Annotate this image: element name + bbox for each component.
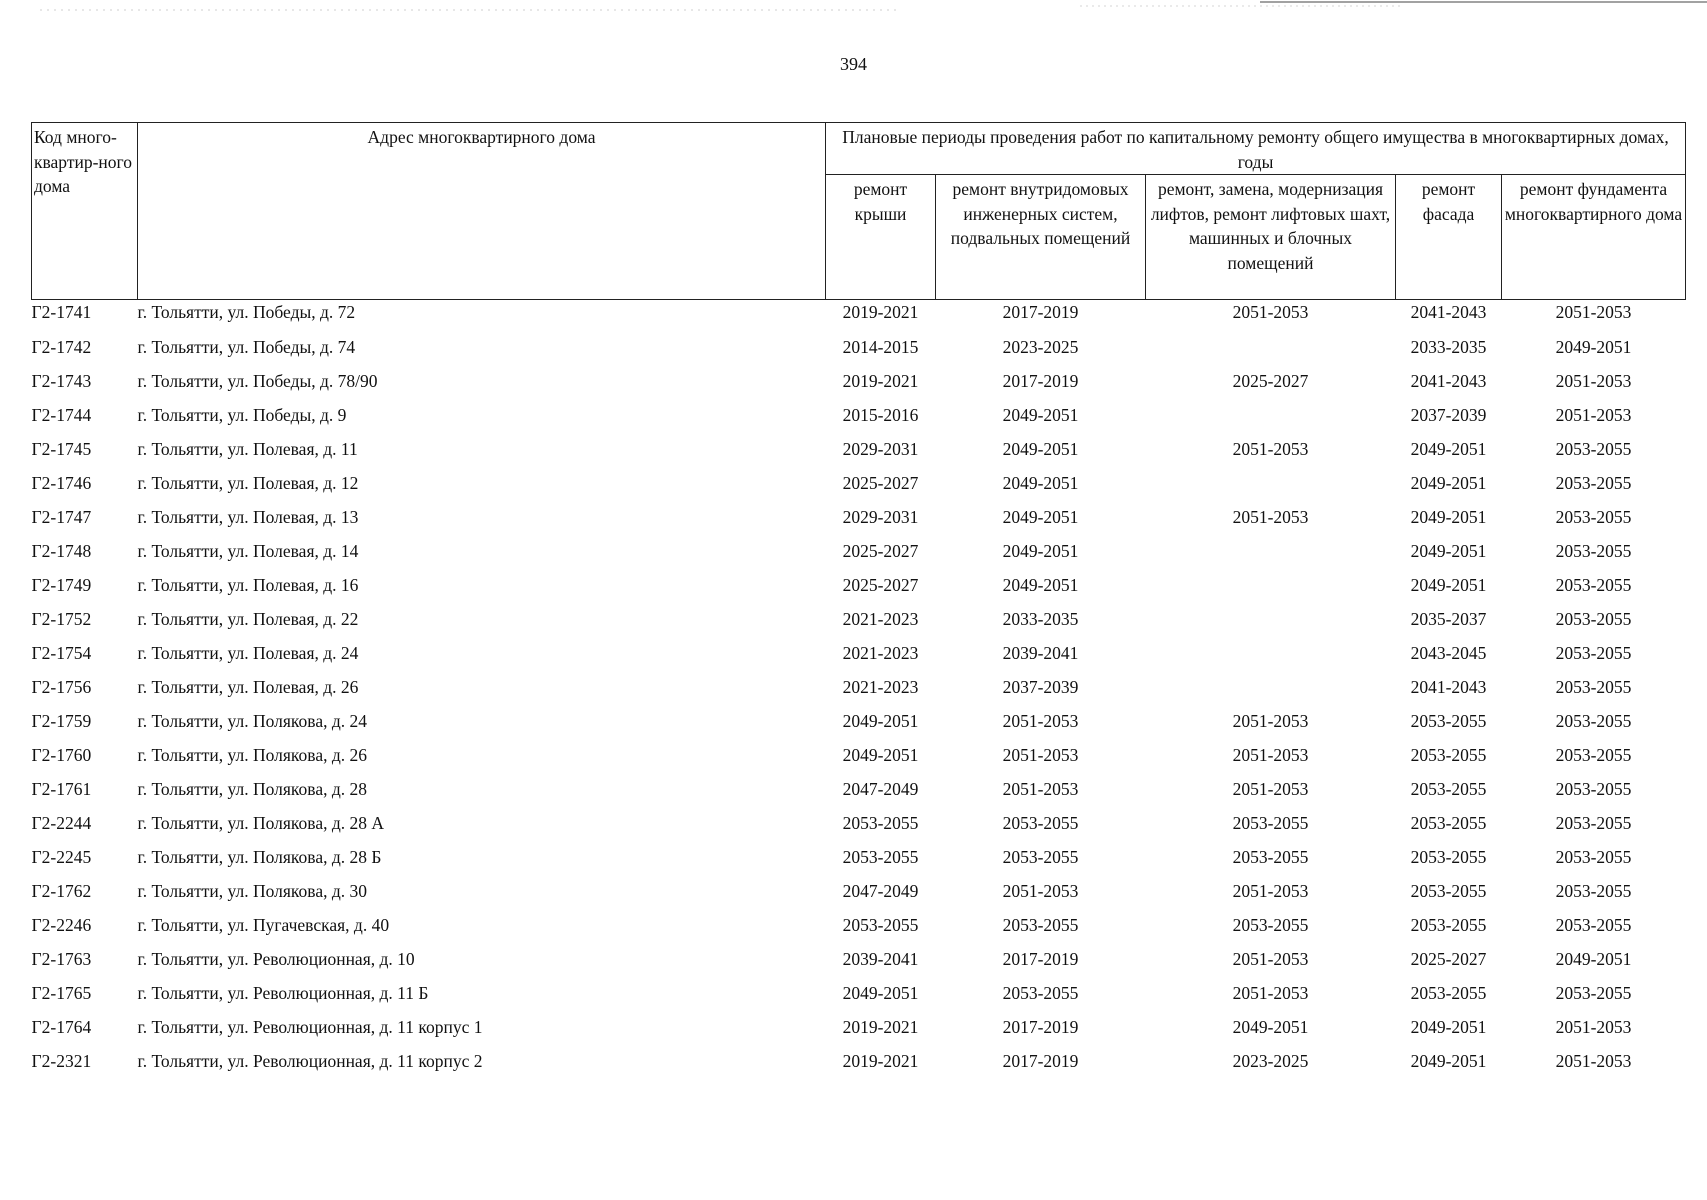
header-code: Код много-квартир-ного дома: [32, 123, 138, 300]
cell-code: Г2-1761: [31, 778, 92, 799]
cell-elevators: 2051-2053: [1232, 948, 1309, 969]
table-row: [32, 330, 1686, 364]
cell-address: г. Тольятти, ул. Революционная, д. 10: [137, 948, 415, 969]
table-row: [32, 976, 1686, 1010]
cell-elevators: 2051-2053: [1232, 744, 1309, 765]
cell-address: г. Тольятти, ул. Полякова, д. 28 Б: [137, 846, 382, 867]
cell-foundation: 2051-2053: [1555, 302, 1632, 322]
cell-engineering: 2049-2051: [1002, 472, 1079, 493]
cell-engineering: 2017-2019: [1002, 1016, 1079, 1037]
cell-roof: 2053-2055: [842, 846, 919, 867]
cell-facade: 2049-2051: [1410, 472, 1487, 493]
cell-roof: 2029-2031: [842, 438, 919, 459]
cell-foundation: 2053-2055: [1555, 574, 1632, 595]
cell-address: г. Тольятти, ул. Победы, д. 78/90: [137, 370, 378, 391]
cell-roof: 2029-2031: [842, 506, 919, 527]
table-row: [32, 602, 1686, 636]
cell-code: Г2-1763: [31, 948, 92, 969]
cell-elevators: 2051-2053: [1232, 438, 1309, 459]
cell-roof: 2019-2021: [842, 370, 919, 391]
table-row: [32, 534, 1686, 568]
cell-engineering: 2017-2019: [1002, 370, 1079, 391]
cell-roof: 2014-2015: [842, 336, 919, 357]
table-row: [32, 806, 1686, 840]
cell-engineering: 2053-2055: [1002, 846, 1079, 867]
cell-facade: 2041-2043: [1410, 370, 1487, 391]
cell-foundation: 2053-2055: [1555, 778, 1632, 799]
cell-foundation: 2053-2055: [1555, 472, 1632, 493]
capital-repair-schedule-table: [31, 122, 1686, 1078]
table-row: [32, 942, 1686, 976]
cell-address: г. Тольятти, ул. Полевая, д. 16: [137, 574, 359, 595]
cell-address: г. Тольятти, ул. Полякова, д. 28 А: [137, 812, 385, 833]
cell-foundation: 2053-2055: [1555, 438, 1632, 459]
header-facade: ремонт фасада: [1396, 175, 1502, 300]
cell-elevators: 2051-2053: [1232, 778, 1309, 799]
cell-roof: 2021-2023: [842, 608, 919, 629]
cell-code: Г2-1741: [31, 302, 92, 322]
table-row: [32, 840, 1686, 874]
table-row: [32, 874, 1686, 908]
cell-roof: 2015-2016: [842, 404, 919, 425]
cell-code: Г2-1742: [31, 336, 92, 357]
cell-facade: 2037-2039: [1410, 404, 1487, 425]
cell-code: Г2-1759: [31, 710, 92, 731]
cell-engineering: 2051-2053: [1002, 710, 1079, 731]
cell-foundation: 2049-2051: [1555, 336, 1632, 357]
table-row: [32, 738, 1686, 772]
cell-elevators: [1146, 398, 1396, 432]
table-row: [32, 1044, 1686, 1078]
cell-foundation: 2053-2055: [1555, 846, 1632, 867]
cell-engineering: 2051-2053: [1002, 744, 1079, 765]
cell-engineering: 2017-2019: [1002, 1050, 1079, 1071]
header-elevators: ремонт, замена, модернизация лифтов, ремонт лифтовых шахт, машинных и блочных помещений: [1146, 175, 1396, 300]
table-row: [32, 636, 1686, 670]
table-row: [32, 466, 1686, 500]
cell-foundation: 2053-2055: [1555, 506, 1632, 527]
cell-roof: 2025-2027: [842, 540, 919, 561]
cell-elevators: 2051-2053: [1232, 982, 1309, 1003]
cell-foundation: 2053-2055: [1555, 744, 1632, 765]
cell-engineering: 2037-2039: [1002, 676, 1079, 697]
cell-address: г. Тольятти, ул. Полевая, д. 13: [137, 506, 359, 527]
cell-code: Г2-1744: [31, 404, 92, 425]
cell-elevators: [1146, 466, 1396, 500]
table-row: [32, 300, 1686, 331]
cell-elevators: [1146, 602, 1396, 636]
cell-facade: 2025-2027: [1410, 948, 1487, 969]
cell-foundation: 2051-2053: [1555, 1050, 1632, 1071]
cell-elevators: 2051-2053: [1232, 506, 1309, 527]
cell-facade: 2053-2055: [1410, 778, 1487, 799]
cell-foundation: 2053-2055: [1555, 880, 1632, 901]
cell-engineering: 2017-2019: [1002, 302, 1079, 322]
cell-facade: 2049-2051: [1410, 574, 1487, 595]
cell-engineering: 2049-2051: [1002, 540, 1079, 561]
cell-address: г. Тольятти, ул. Полевая, д. 22: [137, 608, 359, 629]
cell-elevators: 2053-2055: [1232, 846, 1309, 867]
cell-engineering: 2053-2055: [1002, 982, 1079, 1003]
table-row: [32, 704, 1686, 738]
cell-address: г. Тольятти, ул. Революционная, д. 11 корпус 2: [137, 1050, 483, 1071]
cell-foundation: 2053-2055: [1555, 914, 1632, 935]
cell-roof: 2039-2041: [842, 948, 919, 969]
cell-facade: 2049-2051: [1410, 506, 1487, 527]
cell-roof: 2021-2023: [842, 676, 919, 697]
table-row: [32, 772, 1686, 806]
cell-facade: 2033-2035: [1410, 336, 1487, 357]
cell-elevators: 2025-2027: [1232, 370, 1309, 391]
cell-engineering: 2051-2053: [1002, 880, 1079, 901]
cell-elevators: 2053-2055: [1232, 812, 1309, 833]
cell-code: Г2-1756: [31, 676, 92, 697]
cell-address: г. Тольятти, ул. Победы, д. 74: [137, 336, 356, 357]
cell-foundation: 2053-2055: [1555, 982, 1632, 1003]
cell-engineering: 2051-2053: [1002, 778, 1079, 799]
cell-elevators: 2049-2051: [1232, 1016, 1309, 1037]
cell-roof: 2047-2049: [842, 880, 919, 901]
cell-code: Г2-1749: [31, 574, 92, 595]
cell-facade: 2049-2051: [1410, 540, 1487, 561]
cell-elevators: 2051-2053: [1232, 302, 1309, 322]
cell-elevators: [1146, 636, 1396, 670]
cell-engineering: 2049-2051: [1002, 574, 1079, 595]
cell-address: г. Тольятти, ул. Полякова, д. 26: [137, 744, 367, 765]
cell-facade: 2053-2055: [1410, 880, 1487, 901]
cell-foundation: 2051-2053: [1555, 370, 1632, 391]
header-roof: ремонт крыши: [826, 175, 936, 300]
table-header: [32, 123, 1686, 300]
cell-engineering: 2049-2051: [1002, 438, 1079, 459]
table-row: [32, 364, 1686, 398]
cell-engineering: 2053-2055: [1002, 812, 1079, 833]
cell-foundation: 2051-2053: [1555, 1016, 1632, 1037]
cell-engineering: 2049-2051: [1002, 404, 1079, 425]
cell-roof: 2049-2051: [842, 744, 919, 765]
cell-code: Г2-1760: [31, 744, 92, 765]
cell-facade: 2035-2037: [1410, 608, 1487, 629]
cell-foundation: 2053-2055: [1555, 812, 1632, 833]
cell-elevators: 2051-2053: [1232, 880, 1309, 901]
table-row: [32, 432, 1686, 466]
cell-facade: 2041-2043: [1410, 302, 1487, 322]
cell-code: Г2-1752: [31, 608, 92, 629]
page-number: 394: [840, 54, 867, 74]
table-row: [32, 568, 1686, 602]
cell-foundation: 2053-2055: [1555, 676, 1632, 697]
cell-roof: 2053-2055: [842, 914, 919, 935]
cell-address: г. Тольятти, ул. Победы, д. 9: [137, 404, 347, 425]
cell-engineering: 2053-2055: [1002, 914, 1079, 935]
cell-code: Г2-1746: [31, 472, 92, 493]
cell-address: г. Тольятти, ул. Революционная, д. 11 Б: [137, 982, 429, 1003]
cell-roof: 2049-2051: [842, 710, 919, 731]
cell-facade: 2041-2043: [1410, 676, 1487, 697]
cell-address: г. Тольятти, ул. Победы, д. 72: [137, 302, 356, 322]
cell-facade: 2043-2045: [1410, 642, 1487, 663]
cell-roof: 2047-2049: [842, 778, 919, 799]
cell-roof: 2025-2027: [842, 574, 919, 595]
cell-code: Г2-1748: [31, 540, 92, 561]
cell-address: г. Тольятти, ул. Полевая, д. 24: [137, 642, 359, 663]
cell-engineering: 2039-2041: [1002, 642, 1079, 663]
cell-address: г. Тольятти, ул. Полевая, д. 14: [137, 540, 359, 561]
scan-noise-marks: [0, 0, 1707, 20]
header-foundation: ремонт фундамента многоквартирного дома: [1502, 175, 1686, 300]
table-body: [32, 300, 1686, 1079]
cell-address: г. Тольятти, ул. Полевая, д. 11: [137, 438, 358, 459]
table-row: [32, 1010, 1686, 1044]
cell-code: Г2-1747: [31, 506, 92, 527]
cell-code: Г2-1764: [31, 1016, 92, 1037]
cell-code: Г2-2321: [31, 1050, 92, 1071]
header-address: Адрес многоквартирного дома: [138, 123, 826, 300]
cell-address: г. Тольятти, ул. Полякова, д. 30: [137, 880, 367, 901]
cell-address: г. Тольятти, ул. Пугачевская, д. 40: [137, 914, 390, 935]
cell-facade: 2053-2055: [1410, 744, 1487, 765]
cell-facade: 2049-2051: [1410, 1016, 1487, 1037]
cell-code: Г2-2246: [31, 914, 92, 935]
cell-roof: 2021-2023: [842, 642, 919, 663]
cell-address: г. Тольятти, ул. Полякова, д. 24: [137, 710, 367, 731]
cell-facade: 2049-2051: [1410, 1050, 1487, 1071]
cell-roof: 2049-2051: [842, 982, 919, 1003]
cell-roof: 2019-2021: [842, 1050, 919, 1071]
header-planned-periods: Плановые периоды проведения работ по капитальному ремонту общего имущества в многоквартирных домах, годы: [826, 123, 1686, 175]
header-engineering: ремонт внутридомовых инженерных систем, подвальных помещений: [936, 175, 1146, 300]
cell-engineering: 2023-2025: [1002, 336, 1079, 357]
cell-code: Г2-2245: [31, 846, 92, 867]
cell-code: Г2-1765: [31, 982, 92, 1003]
cell-roof: 2053-2055: [842, 812, 919, 833]
cell-foundation: 2053-2055: [1555, 608, 1632, 629]
cell-engineering: 2017-2019: [1002, 948, 1079, 969]
table-row: [32, 398, 1686, 432]
table-row: [32, 670, 1686, 704]
table-row: [32, 908, 1686, 942]
cell-facade: 2049-2051: [1410, 438, 1487, 459]
cell-address: г. Тольятти, ул. Полевая, д. 26: [137, 676, 359, 697]
table-row: [32, 500, 1686, 534]
cell-foundation: 2053-2055: [1555, 540, 1632, 561]
cell-facade: 2053-2055: [1410, 982, 1487, 1003]
cell-elevators: 2051-2053: [1232, 710, 1309, 731]
cell-engineering: 2033-2035: [1002, 608, 1079, 629]
cell-elevators: 2053-2055: [1232, 914, 1309, 935]
cell-roof: 2019-2021: [842, 1016, 919, 1037]
cell-elevators: [1146, 670, 1396, 704]
cell-code: Г2-1762: [31, 880, 92, 901]
cell-facade: 2053-2055: [1410, 914, 1487, 935]
cell-code: Г2-1745: [31, 438, 92, 459]
cell-elevators: [1146, 568, 1396, 602]
cell-elevators: [1146, 330, 1396, 364]
cell-elevators: 2023-2025: [1232, 1050, 1309, 1071]
cell-roof: 2019-2021: [842, 302, 919, 322]
cell-foundation: 2049-2051: [1555, 948, 1632, 969]
cell-code: Г2-1754: [31, 642, 92, 663]
cell-code: Г2-2244: [31, 812, 92, 833]
cell-elevators: [1146, 534, 1396, 568]
cell-facade: 2053-2055: [1410, 812, 1487, 833]
cell-roof: 2025-2027: [842, 472, 919, 493]
cell-foundation: 2051-2053: [1555, 404, 1632, 425]
cell-engineering: 2049-2051: [1002, 506, 1079, 527]
cell-code: Г2-1743: [31, 370, 92, 391]
cell-foundation: 2053-2055: [1555, 642, 1632, 663]
cell-foundation: 2053-2055: [1555, 710, 1632, 731]
cell-address: г. Тольятти, ул. Полякова, д. 28: [137, 778, 367, 799]
cell-address: г. Тольятти, ул. Революционная, д. 11 корпус 1: [137, 1016, 483, 1037]
cell-facade: 2053-2055: [1410, 846, 1487, 867]
cell-address: г. Тольятти, ул. Полевая, д. 12: [137, 472, 359, 493]
cell-facade: 2053-2055: [1410, 710, 1487, 731]
